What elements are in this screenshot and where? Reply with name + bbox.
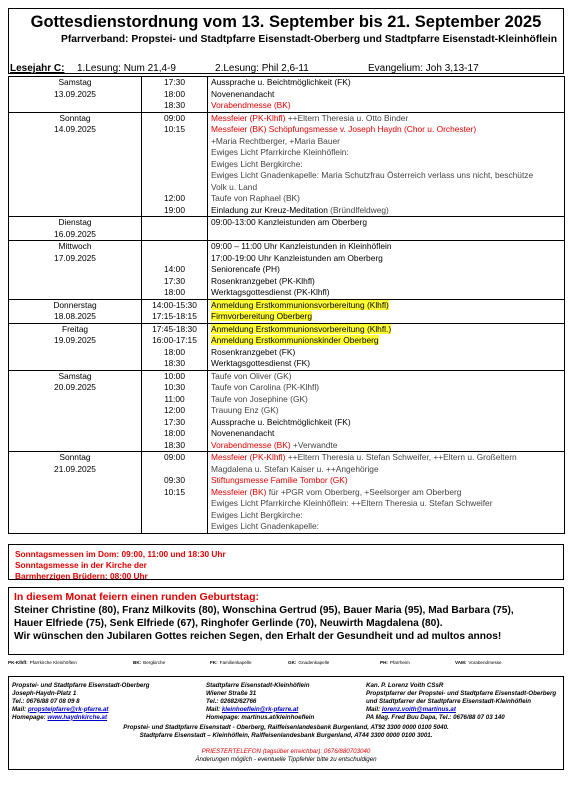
parish-tel: Tel.: 02682/62766: [206, 697, 257, 705]
event-cell: [208, 452, 565, 534]
event-time: 17:30: [164, 416, 185, 427]
event-text: 17:00-19:00 Uhr Kanzleistunden am Oberberg: [211, 252, 383, 263]
event-time: [145, 498, 204, 510]
event-cell: [208, 241, 565, 300]
event-cell: [208, 370, 565, 452]
event-time: 12:00: [164, 193, 185, 203]
parish-street: Joseph-Haydn-Platz 1: [12, 689, 77, 697]
event-text: Seniorencafe (PH): [211, 264, 280, 274]
priest-phone: PRIESTERTELEFON (tagsüber erreichbar): 0676/880703040: [201, 747, 371, 755]
event-cell: [208, 112, 565, 217]
schedule-day-row: [9, 370, 565, 452]
page: [8, 8, 564, 770]
event-text: Messfeier (PK-Klhfl): [211, 452, 286, 462]
event-line: [211, 217, 561, 229]
legend-abbr: GK:: [288, 659, 297, 665]
day-cell: [9, 241, 142, 300]
event-time: [145, 159, 204, 171]
event-line: [211, 417, 561, 429]
birthdays-line: Hauer Elfriede (75), Senk Elfriede (67), Ringhofer Gerlinde (70), Neuwirth Magdalena (80).: [14, 617, 443, 629]
event-text: Aussprache u. Beichtmöglichkeit (FK): [211, 416, 351, 427]
event-text: Anmeldung Erstkommunionskinder Oberberg: [211, 335, 379, 345]
event-text: Einladung zur Kreuz-Meditation: [211, 204, 328, 215]
change-note: Änderungen möglich - eventuelle Tippfehler bitte zu entschuldigen: [195, 755, 377, 763]
event-line: [211, 464, 561, 476]
event-intention: +Verwandte: [290, 439, 338, 450]
event-text: Rosenkranzgebet (PK-Klhfl): [211, 275, 315, 286]
event-line: [211, 335, 561, 347]
event-line: [211, 324, 561, 336]
event-time: 18:00: [164, 428, 185, 438]
legend-text: Vorabendmesse: [468, 659, 502, 665]
day-cell: [9, 370, 142, 452]
legend-text: Familienkapelle: [219, 659, 252, 665]
event-time: 18:00: [164, 88, 185, 99]
event-line: [211, 452, 561, 464]
bank-details: [9, 724, 563, 740]
event-text: Vorabendmesse (BK): [211, 100, 291, 110]
event-line: [211, 124, 561, 136]
event-line: [211, 100, 561, 112]
parish-homepage-link[interactable]: www.haydnkirche.at: [47, 713, 108, 721]
parish-homepage: Homepage: martinus.at/kleinhoeflein: [206, 713, 315, 721]
event-line: [211, 347, 561, 359]
event-text: Taufe von Carolina (PK-Klhfl): [211, 382, 319, 392]
legend-item: [210, 660, 252, 665]
pastor-mail-row: [366, 706, 556, 714]
event-text: Ewiges Licht Bergkirche:: [211, 158, 303, 169]
event-time: 11:00: [164, 393, 185, 404]
legend-item: [455, 660, 502, 665]
event-line: [211, 287, 561, 299]
event-line: [211, 113, 561, 125]
time-cell: [142, 217, 208, 241]
event-cell: [208, 77, 565, 113]
event-text: 09:00 – 11:00 Uhr Kanzleistunden in Kleinhöflein: [211, 241, 392, 251]
date-label: 20.09.2025: [54, 382, 96, 392]
event-line: [211, 193, 561, 205]
parish-name: Propstei- und Stadtpfarre Eisenstadt-Oberberg: [12, 681, 150, 689]
date-label: 21.09.2025: [54, 463, 96, 474]
event-line: [211, 170, 561, 182]
footer-col-kleinhoeflein: [206, 682, 314, 722]
legend-abbr: VAM:: [455, 659, 467, 665]
event-text: Volk u. Land: [211, 181, 258, 192]
event-time: 18:00: [164, 346, 185, 357]
date-label: 17.09.2025: [54, 252, 96, 263]
event-text: Taufe von Josephine (GK): [211, 393, 308, 404]
event-text: Ewiges Licht Bergkirche:: [211, 509, 303, 520]
bank-line: Stadtpfarre Eisenstadt – Kleinhöflein, Raiffeisenlandesbank Burgenland, AT44 3300 0000 0100 3001.: [139, 731, 433, 739]
event-line: [211, 159, 561, 171]
event-time: 18:00: [164, 287, 185, 297]
schedule-table: [8, 76, 565, 534]
time-cell: [142, 112, 208, 217]
weekday-label: Sonntag: [59, 112, 91, 123]
pastor-mail-link[interactable]: lorenz.voith@martinus.at: [381, 705, 456, 713]
legend-item: [380, 660, 410, 665]
date-label: 19.09.2025: [54, 335, 96, 345]
time-cell: [142, 299, 208, 323]
event-time: 18:30: [164, 439, 185, 450]
event-time: [145, 253, 204, 265]
event-time: [145, 241, 204, 253]
schedule-day-row: [9, 241, 565, 300]
day-cell: [9, 77, 142, 113]
weekday-label: Donnerstag: [53, 299, 97, 310]
event-line: [211, 77, 561, 89]
event-text: Taufe von Raphael (BK): [211, 193, 300, 203]
event-line: [211, 428, 561, 440]
event-text: Anmeldung Erstkommunionsvorbereitung (Klhfl): [211, 299, 389, 310]
event-time: [145, 170, 204, 182]
event-time: 17:45-18:30: [152, 323, 197, 334]
event-text: Stiftungsmesse Familie Tombor (GK): [211, 475, 348, 485]
event-intention: ++Eltern Theresia u. Otto Binder: [285, 112, 409, 123]
legend-abbr: BK:: [133, 659, 142, 665]
event-time: [145, 147, 204, 159]
event-line: [211, 382, 561, 394]
legend-abbr: FK:: [210, 659, 218, 665]
event-intention: für +PGR vom Oberberg, +Seelsorger am Oberberg: [266, 486, 462, 497]
event-line: [211, 241, 561, 253]
event-text: Anmeldung Erstkommunionsvorbereitung (Klhfl.): [211, 323, 392, 334]
schedule-day-row: [9, 299, 565, 323]
parish-tel: Tel.: 0676/88 07 08 09 8: [12, 697, 80, 705]
sunday-masses-line: Sonntagsmessen im Dom: 09:00, 11:00 und 18:30 Uhr: [15, 548, 226, 559]
event-text: Firmvorbereitung Oberberg: [211, 311, 313, 321]
time-cell: [142, 241, 208, 300]
schedule-day-row: [9, 452, 565, 534]
event-line: [211, 440, 561, 452]
event-time: 16:00-17:15: [152, 335, 197, 345]
event-text: Messfeier (BK): [211, 486, 267, 497]
birthdays-title: In diesem Monat feiern einen runden Geburtstag:: [14, 590, 260, 603]
event-line: [211, 521, 561, 533]
event-line: [211, 498, 561, 510]
event-text: Ewiges Licht Pfarrkirche Kleinhöflein:: [211, 147, 349, 157]
weekday-label: Sonntag: [59, 452, 91, 462]
event-location-note: (Bründlfeldweg): [327, 204, 389, 215]
event-time: 12:00: [164, 405, 185, 415]
event-time: 09:00: [164, 112, 185, 123]
event-cell: [208, 299, 565, 323]
event-time: 14:00: [164, 264, 185, 274]
legend-item: [288, 660, 329, 665]
event-text: Werktagsgottesdienst (PK-Klhfl): [211, 287, 330, 297]
date-label: 14.09.2025: [54, 124, 96, 134]
abbreviation-legend: [8, 660, 564, 670]
page-subtitle: Pfarrverband: Propstei- und Stadtpfarre Eisenstadt-Oberberg und Stadtpfarre Eisenstadt-Kleinhöflein: [60, 34, 557, 45]
event-cell: [208, 217, 565, 241]
sunday-masses-line: Sonntagsmesse in der Kirche der: [15, 559, 147, 570]
event-text: Messfeier (PK-Klhfl): [211, 112, 286, 123]
event-line: [211, 89, 561, 101]
event-time: 09:00: [164, 452, 185, 462]
event-cell: [208, 323, 565, 370]
event-time: 10:00: [164, 370, 185, 381]
birthdays-line: Steiner Christine (80), Franz Milkovits (80), Wonschina Gertrud (95), Bauer Maria (95), Mad Barbara (75),: [14, 604, 514, 616]
event-intention: ++Eltern Theresia u. Stefan Schweifer, ++Eltern u. Großeltern: [285, 452, 517, 462]
event-text: Ewiges Licht Gnadenkapelle:: [211, 521, 320, 531]
pastor-role: Propstpfarrer der Propstei- und Stadtpfarre Eisenstadt-Oberberg: [366, 689, 557, 697]
schedule-day-row: [9, 77, 565, 113]
second-reading: 2.Lesung: Phil 2,6-11: [215, 63, 309, 74]
schedule-day-row: [9, 323, 565, 370]
event-line: [211, 510, 561, 522]
date-label: 18.08.2025: [54, 311, 96, 321]
schedule-day-row: [9, 112, 565, 217]
event-time: 14:00-15:30: [152, 299, 197, 310]
legend-text: Bergkirche: [143, 659, 166, 665]
event-line: [211, 394, 561, 406]
pastor-name: Kan. P. Lorenz Voith CSsR: [366, 681, 444, 689]
weekday-label: Dienstag: [58, 217, 92, 227]
event-line: [211, 182, 561, 194]
event-text: +Maria Rechtberger, +Maria Bauer: [211, 135, 340, 146]
event-line: [211, 311, 561, 323]
legend-text: Gnadenkapelle: [298, 659, 330, 665]
parish-street: Wiener Straße 31: [206, 689, 257, 697]
weekday-label: Mittwoch: [58, 241, 92, 251]
event-line: [211, 405, 561, 417]
event-line: [211, 253, 561, 265]
day-cell: [9, 217, 142, 241]
event-text: Magdalena u. Stefan Kaiser u. ++Angehörige: [211, 463, 379, 474]
event-time: 17:30: [164, 77, 185, 87]
sunday-masses-line: Barmherzigen Brüdern: 08:00 Uhr: [15, 570, 148, 581]
homepage-label: Homepage:: [12, 713, 48, 721]
parish-name: Stadtpfarre Eisenstadt-Kleinhöflein: [206, 681, 310, 689]
event-line: [211, 300, 561, 312]
day-cell: [9, 452, 142, 534]
event-time: [145, 136, 204, 148]
event-text: Trauung Enz (GK): [211, 405, 279, 415]
event-text: Ewiges Licht Pfarrkirche Kleinhöflein: ++Eltern Theresia u. Stefan Schweifer: [211, 498, 493, 508]
pastor-role: und Stadtpfarrer der Stadtpfarre Eisenstadt-Kleinhöflein: [366, 697, 532, 705]
weekday-label: Samstag: [58, 77, 92, 87]
legend-abbr: PH:: [380, 659, 388, 665]
first-reading: 1.Lesung: Num 21,4-9: [77, 63, 176, 74]
weekday-label: Freitag: [61, 323, 89, 334]
event-time: 18:30: [164, 358, 185, 368]
weekday-label: Samstag: [58, 370, 92, 381]
event-time: 10:15: [164, 486, 185, 497]
event-time: 09:30: [164, 475, 185, 485]
pastoral-assistant: PA Mag. Fred Buu Dapa, Tel.: 0676/88 07 03 140: [366, 713, 505, 721]
event-time: 19:00: [164, 204, 185, 215]
event-time: 10:30: [164, 382, 185, 392]
birthdays-line: Wir wünschen den Jubilaren Gottes reichen Segen, den Erhalt der Gesundheit und ad multos annos!: [14, 631, 502, 643]
event-text: Novenenandacht: [211, 428, 275, 438]
event-line: [211, 358, 561, 370]
event-line: [211, 276, 561, 288]
event-text: Vorabendmesse (BK): [211, 439, 291, 450]
event-text: Rosenkranzgebet (FK): [211, 346, 296, 357]
gospel-reading: Evangelium: Joh 3,13-17: [368, 63, 479, 74]
time-cell: [142, 452, 208, 534]
legend-text: Pfarrkirche Kleinhöflein: [29, 659, 77, 665]
event-time: 10:15: [164, 124, 185, 134]
legend-text: Pfarrheim: [389, 659, 410, 665]
parish-homepage-row: [12, 714, 150, 722]
event-time: [145, 510, 204, 522]
parish-mail-link[interactable]: propsteipfarre@rk-pfarre.at: [27, 705, 109, 713]
event-line: [211, 147, 561, 159]
event-text: 09:00-13:00 Kanzleistunden am Oberberg: [211, 217, 367, 227]
event-line: [211, 487, 561, 499]
parish-mail-link[interactable]: kleinhoeflein@rk-pfarre.at: [221, 705, 299, 713]
day-cell: [9, 323, 142, 370]
day-cell: [9, 112, 142, 217]
date-label: 13.09.2025: [54, 88, 96, 99]
footer-box: [8, 676, 564, 770]
mail-label: Mail:: [366, 705, 382, 713]
event-text: Ewiges Licht Gnadenkapelle: Maria Schutzfrau Österreich verlass uns nicht, beschütze: [211, 170, 534, 180]
event-text: Messfeier (BK) Schöpfungsmesse v. Joseph Haydn (Chor u. Orchester): [211, 124, 477, 134]
parish-mail-row: [206, 706, 314, 714]
mail-label: Mail:: [206, 705, 222, 713]
footer-col-pastor: [366, 682, 556, 722]
event-line: [211, 205, 561, 217]
event-time: [145, 217, 204, 229]
schedule-day-row: [9, 217, 565, 241]
bank-line: Propstei- und Stadtpfarre Eisenstadt - Oberberg, Raiffeisenlandesbank Burgenland, AT92 3300 0000 0100 5040.: [123, 723, 449, 731]
sunday-masses-box: [8, 544, 564, 580]
event-line: [211, 371, 561, 383]
mail-label: Mail:: [12, 705, 28, 713]
event-line: [211, 475, 561, 487]
event-time: [145, 182, 204, 194]
event-line: [211, 264, 561, 276]
date-label: 16.09.2025: [54, 228, 96, 239]
birthdays-box: [8, 587, 564, 655]
legend-abbr: PK-Klhfl:: [8, 659, 28, 665]
time-cell: [142, 77, 208, 113]
day-cell: [9, 299, 142, 323]
event-line: [211, 136, 561, 148]
footer-col-oberberg: [12, 682, 150, 722]
event-time: 18:30: [164, 100, 185, 110]
page-title: Gottesdienstordnung vom 13. September bis 21. September 2025: [30, 13, 542, 31]
time-cell: [142, 370, 208, 452]
event-time: [145, 521, 204, 533]
event-text: Werktagsgottesdienst (FK): [211, 358, 310, 368]
lesejahr-label: Lesejahr C:: [10, 63, 65, 74]
event-time: 17:30: [164, 275, 185, 286]
readings-line: [8, 62, 564, 76]
event-time: 17:15-18:15: [152, 311, 197, 321]
event-text: Novenenandacht: [211, 88, 275, 99]
legend-item: [133, 660, 165, 665]
legend-item: [8, 660, 77, 665]
parish-mail-row: [12, 706, 150, 714]
time-cell: [142, 323, 208, 370]
priest-phone-block: [9, 748, 563, 764]
event-text: Taufe von Oliver (GK): [211, 370, 292, 381]
event-text: Aussprache u. Beichtmöglichkeit (FK): [211, 77, 351, 87]
event-time: [145, 464, 204, 476]
